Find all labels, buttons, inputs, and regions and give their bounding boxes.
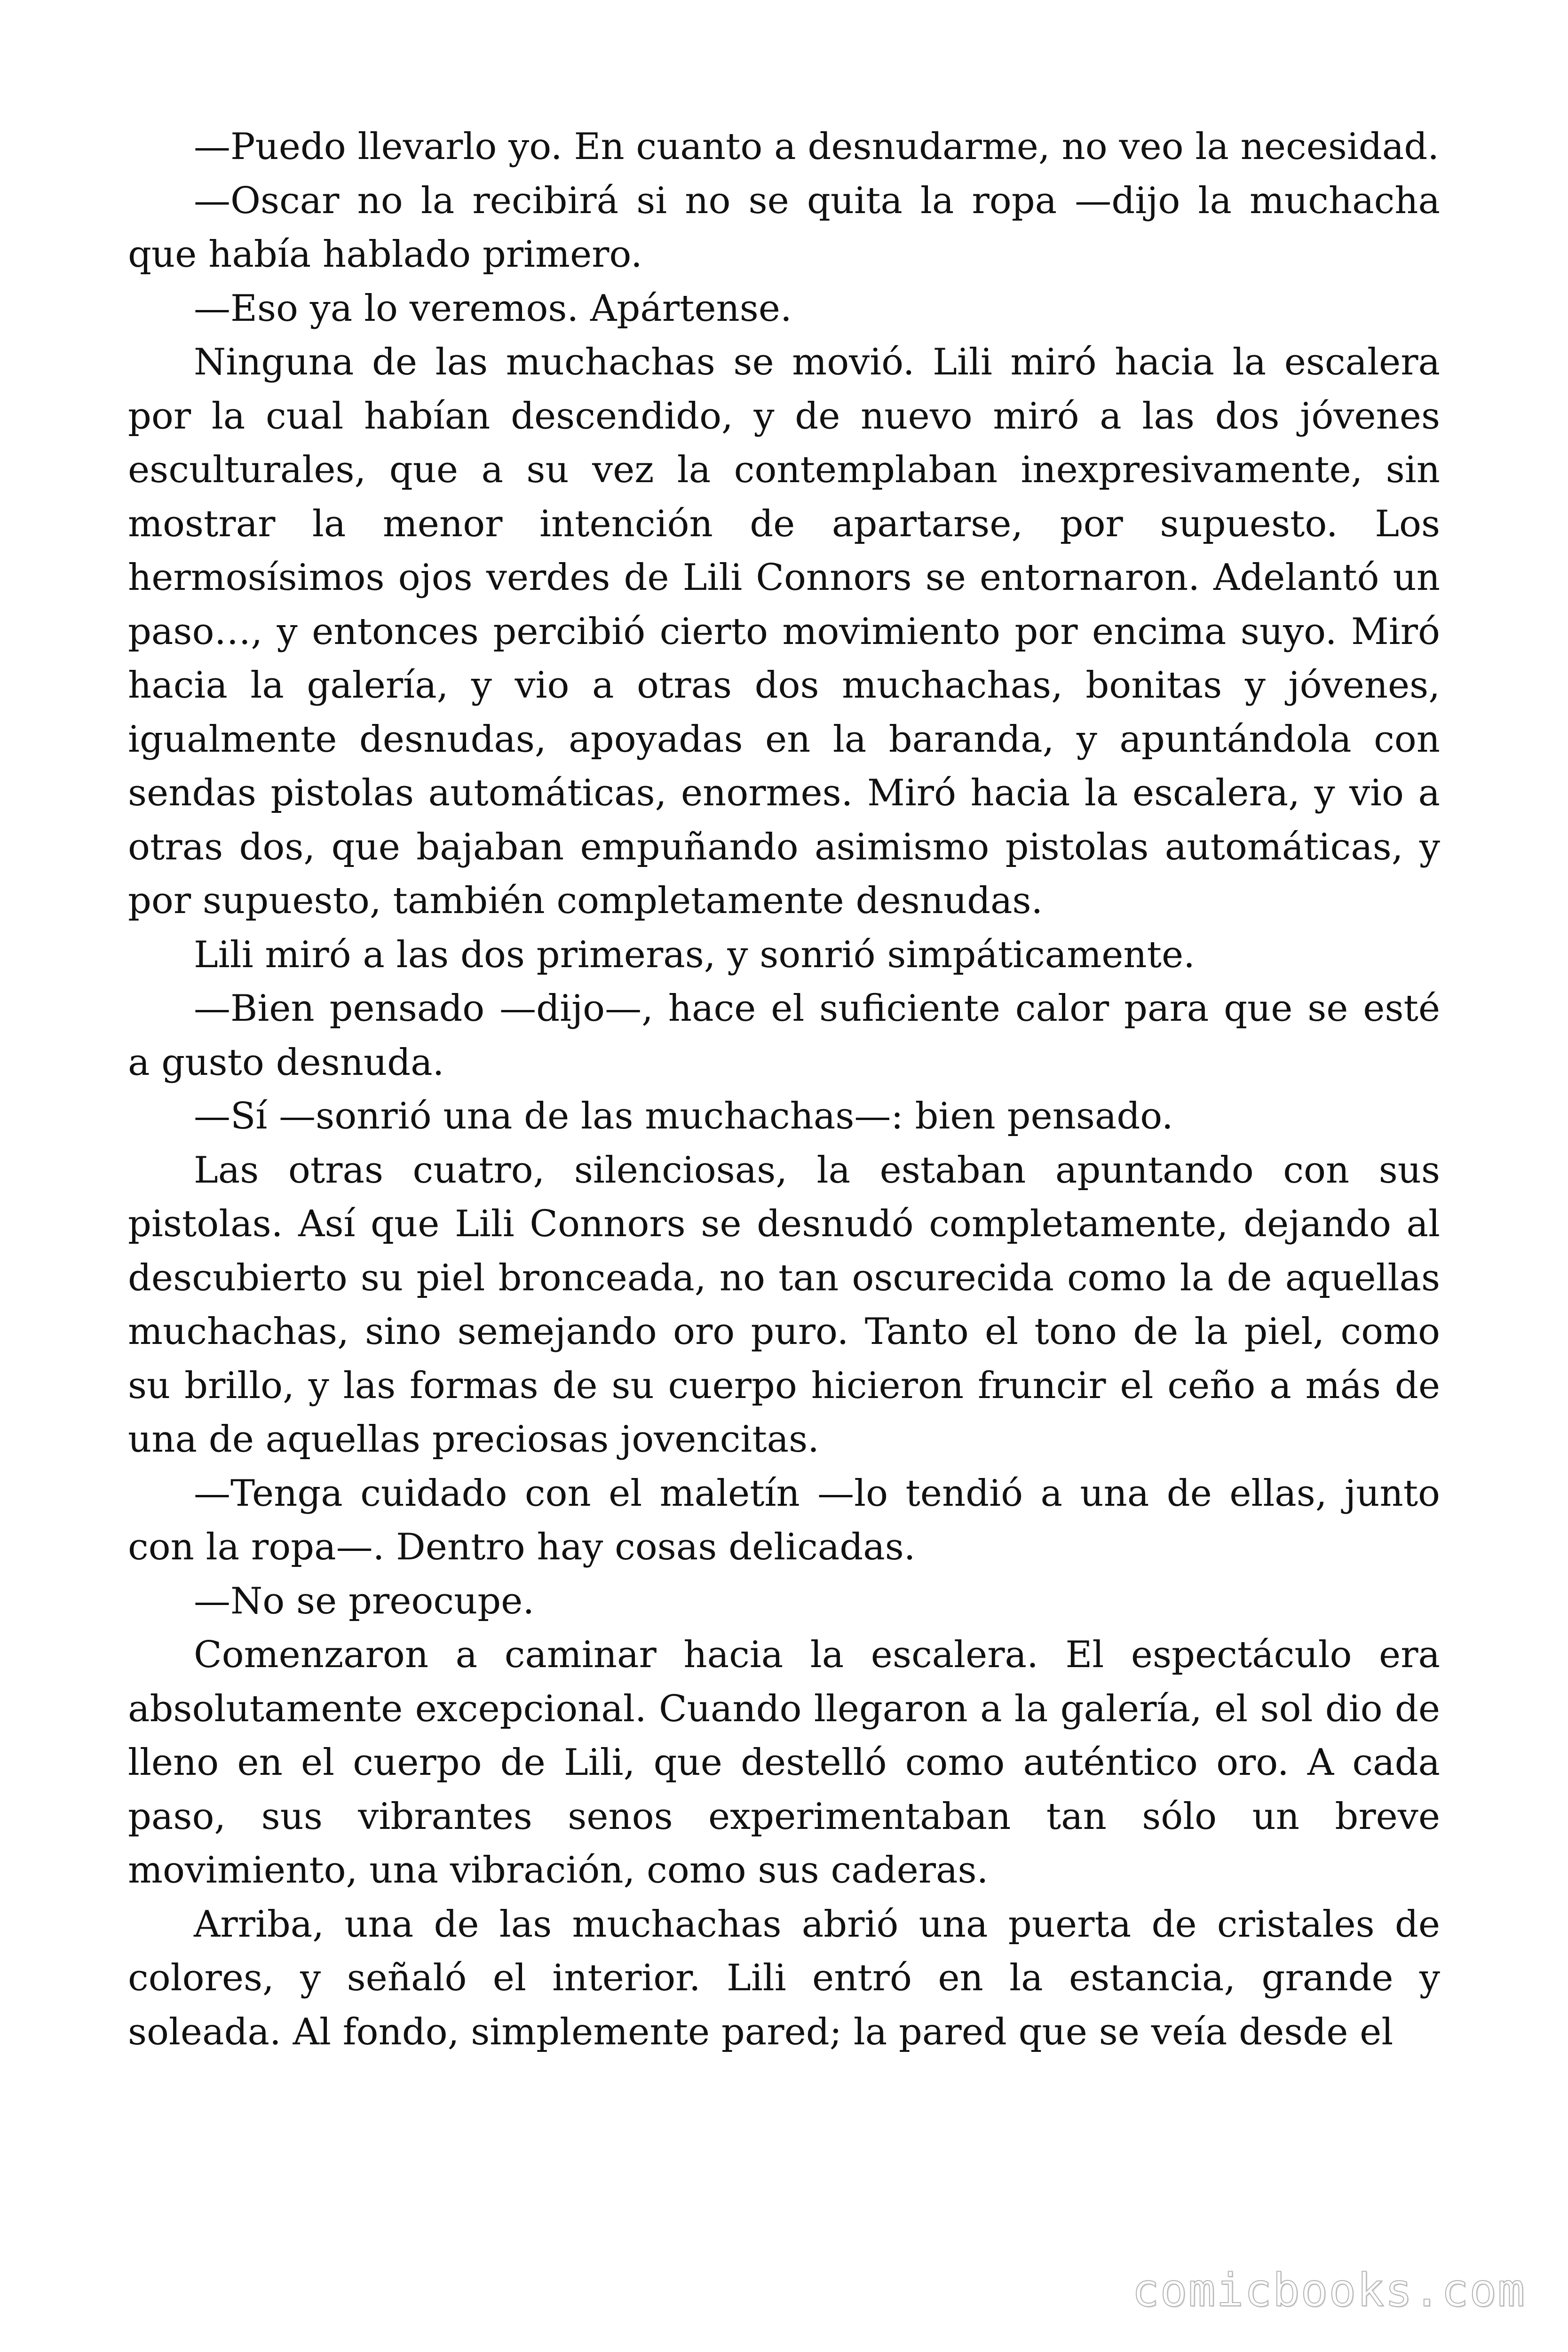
paragraph: —Tenga cuidado con el maletín —lo tendió a una de ellas, junto con la ropa—. Dentro hay cosas delicadas. bbox=[128, 1472, 1440, 1568]
watermark: comicbooks.com bbox=[1132, 2264, 1526, 2317]
paragraph: —No se preocupe. bbox=[194, 1580, 535, 1622]
paragraph: Comenzaron a caminar hacia la escalera. El espectáculo era absolutamente excepcional. Cuando llegaron a la galería, el sol dio de lleno en el cuerpo de Lili, que destelló como auténtico oro. A cada paso, sus vibrantes senos experimentaban tan sólo un breve movimiento, una vibración, como sus caderas. bbox=[128, 1634, 1440, 1891]
body-text bbox=[128, 120, 1440, 2059]
paragraph: —Bien pensado —dijo—, hace el suficiente calor para que se esté a gusto desnuda. bbox=[128, 987, 1440, 1084]
paragraph: Las otras cuatro, silenciosas, la estaban apuntando con sus pistolas. Así que Lili Connors se desnudó completamente, dejando al descubierto su piel bronceada, no tan oscurecida como la de aquellas muchachas, sino semejando oro puro. Tanto el tono de la piel, como su brillo, y las formas de su cuerpo hicieron fruncir el ceño a más de una de aquellas preciosas jovencitas. bbox=[128, 1149, 1440, 1461]
paragraph: —Oscar no la recibirá si no se quita la ropa —dijo la muchacha que había hablado primero. bbox=[128, 179, 1440, 276]
paragraph: —Sí —sonrió una de las muchachas—: bien pensado. bbox=[194, 1095, 1173, 1137]
paragraph: Ninguna de las muchachas se movió. Lili miró hacia la escalera por la cual habían descendido, y de nuevo miró a las dos jóvenes esculturales, que a su vez la contemplaban inexpresivamente, sin mostrar la menor intención de apartarse, por supuesto. Los hermosísimos ojos verdes de Lili Connors se entornaron. Adelantó un paso…, y entonces percibió cierto movimiento por encima suyo. Miró hacia la galería, y vio a otras dos muchachas, bonitas y jóvenes, igualmente desnudas, apoyadas en la baranda, y apuntándola con sendas pistolas automáticas, enormes. Miró hacia la escalera, y vio a otras dos, que bajaban empuñando asimismo pistolas automáticas, y por supuesto, también completamente desnudas. bbox=[128, 341, 1440, 922]
paragraph: Arriba, una de las muchachas abrió una puerta de cristales de colores, y señaló el interior. Lili entró en la estancia, grande y soleada. Al fondo, simplemente pared; la pared que se veía desde el bbox=[128, 1903, 1440, 2053]
paragraph: —Puedo llevarlo yo. En cuanto a desnudarme, no veo la necesidad. bbox=[194, 126, 1440, 168]
paragraph: Lili miró a las dos primeras, y sonrió simpáticamente. bbox=[194, 933, 1195, 976]
paragraph: —Eso ya lo veremos. Apártense. bbox=[194, 287, 792, 330]
